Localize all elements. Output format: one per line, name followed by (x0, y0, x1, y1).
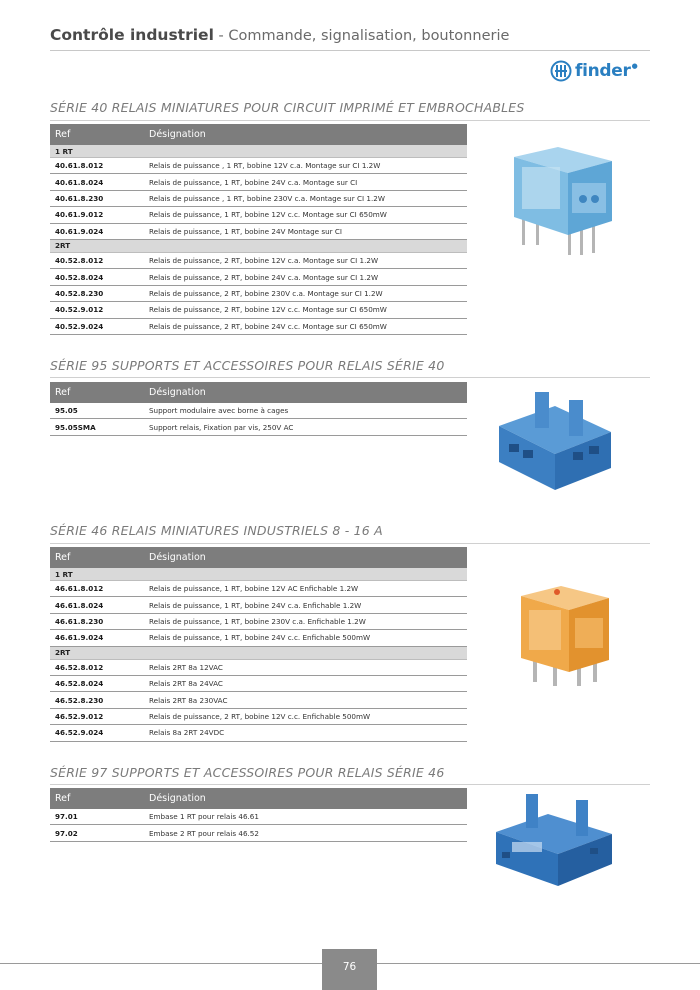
ref-cell: 40.61.9.024 (50, 223, 144, 239)
table-row (50, 692, 467, 708)
parts-table-serie-95 (50, 382, 467, 436)
table-row (50, 825, 467, 841)
column-header-designation: Désignation (144, 788, 467, 809)
designation-cell: Relais de puissance, 1 RT, bobine 12V AC Enfichable 1.2W (144, 581, 467, 597)
ref-cell: 46.52.8.012 (50, 659, 144, 675)
designation-cell: Relais de puissance, 1 RT, bobine 24V c.c. Enfichable 500mW (144, 630, 467, 646)
column-header-designation: Désignation (144, 547, 467, 568)
ref-cell: 40.61.9.012 (50, 207, 144, 223)
table-row (50, 613, 467, 629)
ref-cell: 95.05SMA (50, 419, 144, 435)
parts-table-serie-46 (50, 547, 467, 742)
designation-cell: Support relais, Fixation par vis, 250V AC (144, 419, 467, 435)
table-row (50, 809, 467, 825)
designation-cell: Relais 2RT 8a 24VAC (144, 675, 467, 691)
designation-cell: Relais de puissance , 1 RT, bobine 12V c.a. Montage sur CI 1.2W (144, 158, 467, 174)
column-header-designation: Désignation (144, 124, 467, 145)
page-title-separator: - (213, 28, 229, 44)
designation-cell: Relais de puissance, 1 RT, bobine 24V Montage sur CI (144, 223, 467, 239)
section-title-serie-46: SÉRIE 46 RELAIS MINIATURES INDUSTRIELS 8 - 16 A (50, 523, 383, 538)
designation-cell: Relais de puissance, 2 RT, bobine 24V c.a. Montage sur CI 1.2W (144, 269, 467, 285)
designation-cell: Relais de puissance , 1 RT, bobine 230V c.a. Montage sur CI 1.2W (144, 190, 467, 206)
group-label: 1 RT (50, 145, 144, 158)
section-rule (50, 543, 650, 544)
ref-cell: 46.52.9.012 (50, 708, 144, 724)
socket-97-image (492, 790, 617, 890)
table-row (50, 207, 467, 223)
designation-cell: Relais de puissance, 2 RT, bobine 12V c.c. Enfichable 500mW (144, 708, 467, 724)
socket-95-image (495, 386, 615, 498)
page-title-sub: Commande, signalisation, boutonnerie (228, 28, 510, 44)
designation-cell: Embase 1 RT pour relais 46.61 (144, 809, 467, 825)
ref-cell: 97.02 (50, 825, 144, 841)
designation-cell: Relais 2RT 8a 12VAC (144, 659, 467, 675)
designation-cell: Relais de puissance, 2 RT, bobine 230V c.a. Montage sur CI 1.2W (144, 285, 467, 301)
section-rule (50, 377, 650, 378)
ref-cell: 46.61.8.024 (50, 597, 144, 613)
ref-cell: 40.52.9.012 (50, 302, 144, 318)
section-title-serie-95: SÉRIE 95 SUPPORTS ET ACCESSOIRES POUR RELAIS SÉRIE 40 (50, 358, 445, 373)
relay-46-image (515, 580, 615, 690)
ref-cell: 46.61.8.012 (50, 581, 144, 597)
parts-table-serie-97 (50, 788, 467, 842)
table-row (50, 285, 467, 301)
page-number: 76 (322, 949, 377, 990)
table-row (50, 708, 467, 724)
header-rule (50, 50, 650, 51)
table-row (50, 158, 467, 174)
table-row (50, 252, 467, 268)
section-title-serie-97: SÉRIE 97 SUPPORTS ET ACCESSOIRES POUR RELAIS SÉRIE 46 (50, 765, 445, 780)
column-header-ref: Ref (50, 382, 144, 403)
table-row (50, 581, 467, 597)
designation-cell: Relais de puissance, 1 RT, bobine 230V c.a. Enfichable 1.2W (144, 613, 467, 629)
ref-cell: 40.61.8.024 (50, 174, 144, 190)
designation-cell: Embase 2 RT pour relais 46.52 (144, 825, 467, 841)
table-row (50, 659, 467, 675)
column-header-ref: Ref (50, 547, 144, 568)
finder-logo (550, 60, 638, 82)
table-row (50, 725, 467, 741)
table-row (50, 630, 467, 646)
page-header (50, 26, 650, 44)
designation-cell: Relais de puissance, 2 RT, bobine 24V c.c. Montage sur CI 650mW (144, 318, 467, 334)
designation-cell: Relais de puissance, 1 RT, bobine 24V c.a. Montage sur CI (144, 174, 467, 190)
ref-cell: 46.52.9.024 (50, 725, 144, 741)
ref-cell: 40.61.8.230 (50, 190, 144, 206)
table-row (50, 419, 467, 435)
column-header-ref: Ref (50, 124, 144, 145)
designation-cell: Relais de puissance, 1 RT, bobine 24V c.a. Enfichable 1.2W (144, 597, 467, 613)
ref-cell: 40.52.8.012 (50, 252, 144, 268)
group-label: 2RT (50, 646, 144, 659)
designation-cell: Relais 8a 2RT 24VDC (144, 725, 467, 741)
table-row (50, 403, 467, 419)
ref-cell: 97.01 (50, 809, 144, 825)
column-header-designation: Désignation (144, 382, 467, 403)
page-title-main: Contrôle industriel (50, 26, 214, 44)
designation-cell: Relais 2RT 8a 230VAC (144, 692, 467, 708)
section-title-serie-40: SÉRIE 40 RELAIS MINIATURES POUR CIRCUIT IMPRIMÉ ET EMBROCHABLES (50, 100, 525, 115)
finder-logo-icon (550, 60, 572, 82)
column-header-ref: Ref (50, 788, 144, 809)
ref-cell: 40.52.8.230 (50, 285, 144, 301)
ref-cell: 46.61.8.230 (50, 613, 144, 629)
table-row (50, 597, 467, 613)
designation-cell: Relais de puissance, 2 RT, bobine 12V c.a. Montage sur CI 1.2W (144, 252, 467, 268)
parts-table-serie-40 (50, 124, 467, 335)
table-row (50, 318, 467, 334)
ref-cell: 46.52.8.230 (50, 692, 144, 708)
section-rule (50, 120, 650, 121)
table-row (50, 269, 467, 285)
group-label: 1 RT (50, 568, 144, 581)
ref-cell: 40.52.8.024 (50, 269, 144, 285)
relay-40-image (508, 143, 618, 263)
ref-cell: 46.61.9.024 (50, 630, 144, 646)
designation-cell: Relais de puissance, 1 RT, bobine 12V c.c. Montage sur CI 650mW (144, 207, 467, 223)
table-row (50, 174, 467, 190)
table-row (50, 223, 467, 239)
designation-cell: Relais de puissance, 2 RT, bobine 12V c.c. Montage sur CI 650mW (144, 302, 467, 318)
ref-cell: 40.52.9.024 (50, 318, 144, 334)
table-row (50, 190, 467, 206)
logo-registered-dot: ● (631, 62, 638, 70)
ref-cell: 95.05 (50, 403, 144, 419)
logo-text: finder (575, 61, 631, 81)
page-title (50, 26, 650, 44)
section-rule (50, 784, 650, 785)
ref-cell: 46.52.8.024 (50, 675, 144, 691)
group-label: 2RT (50, 239, 144, 252)
ref-cell: 40.61.8.012 (50, 158, 144, 174)
designation-cell: Support modulaire avec borne à cages (144, 403, 467, 419)
table-row (50, 302, 467, 318)
table-row (50, 675, 467, 691)
